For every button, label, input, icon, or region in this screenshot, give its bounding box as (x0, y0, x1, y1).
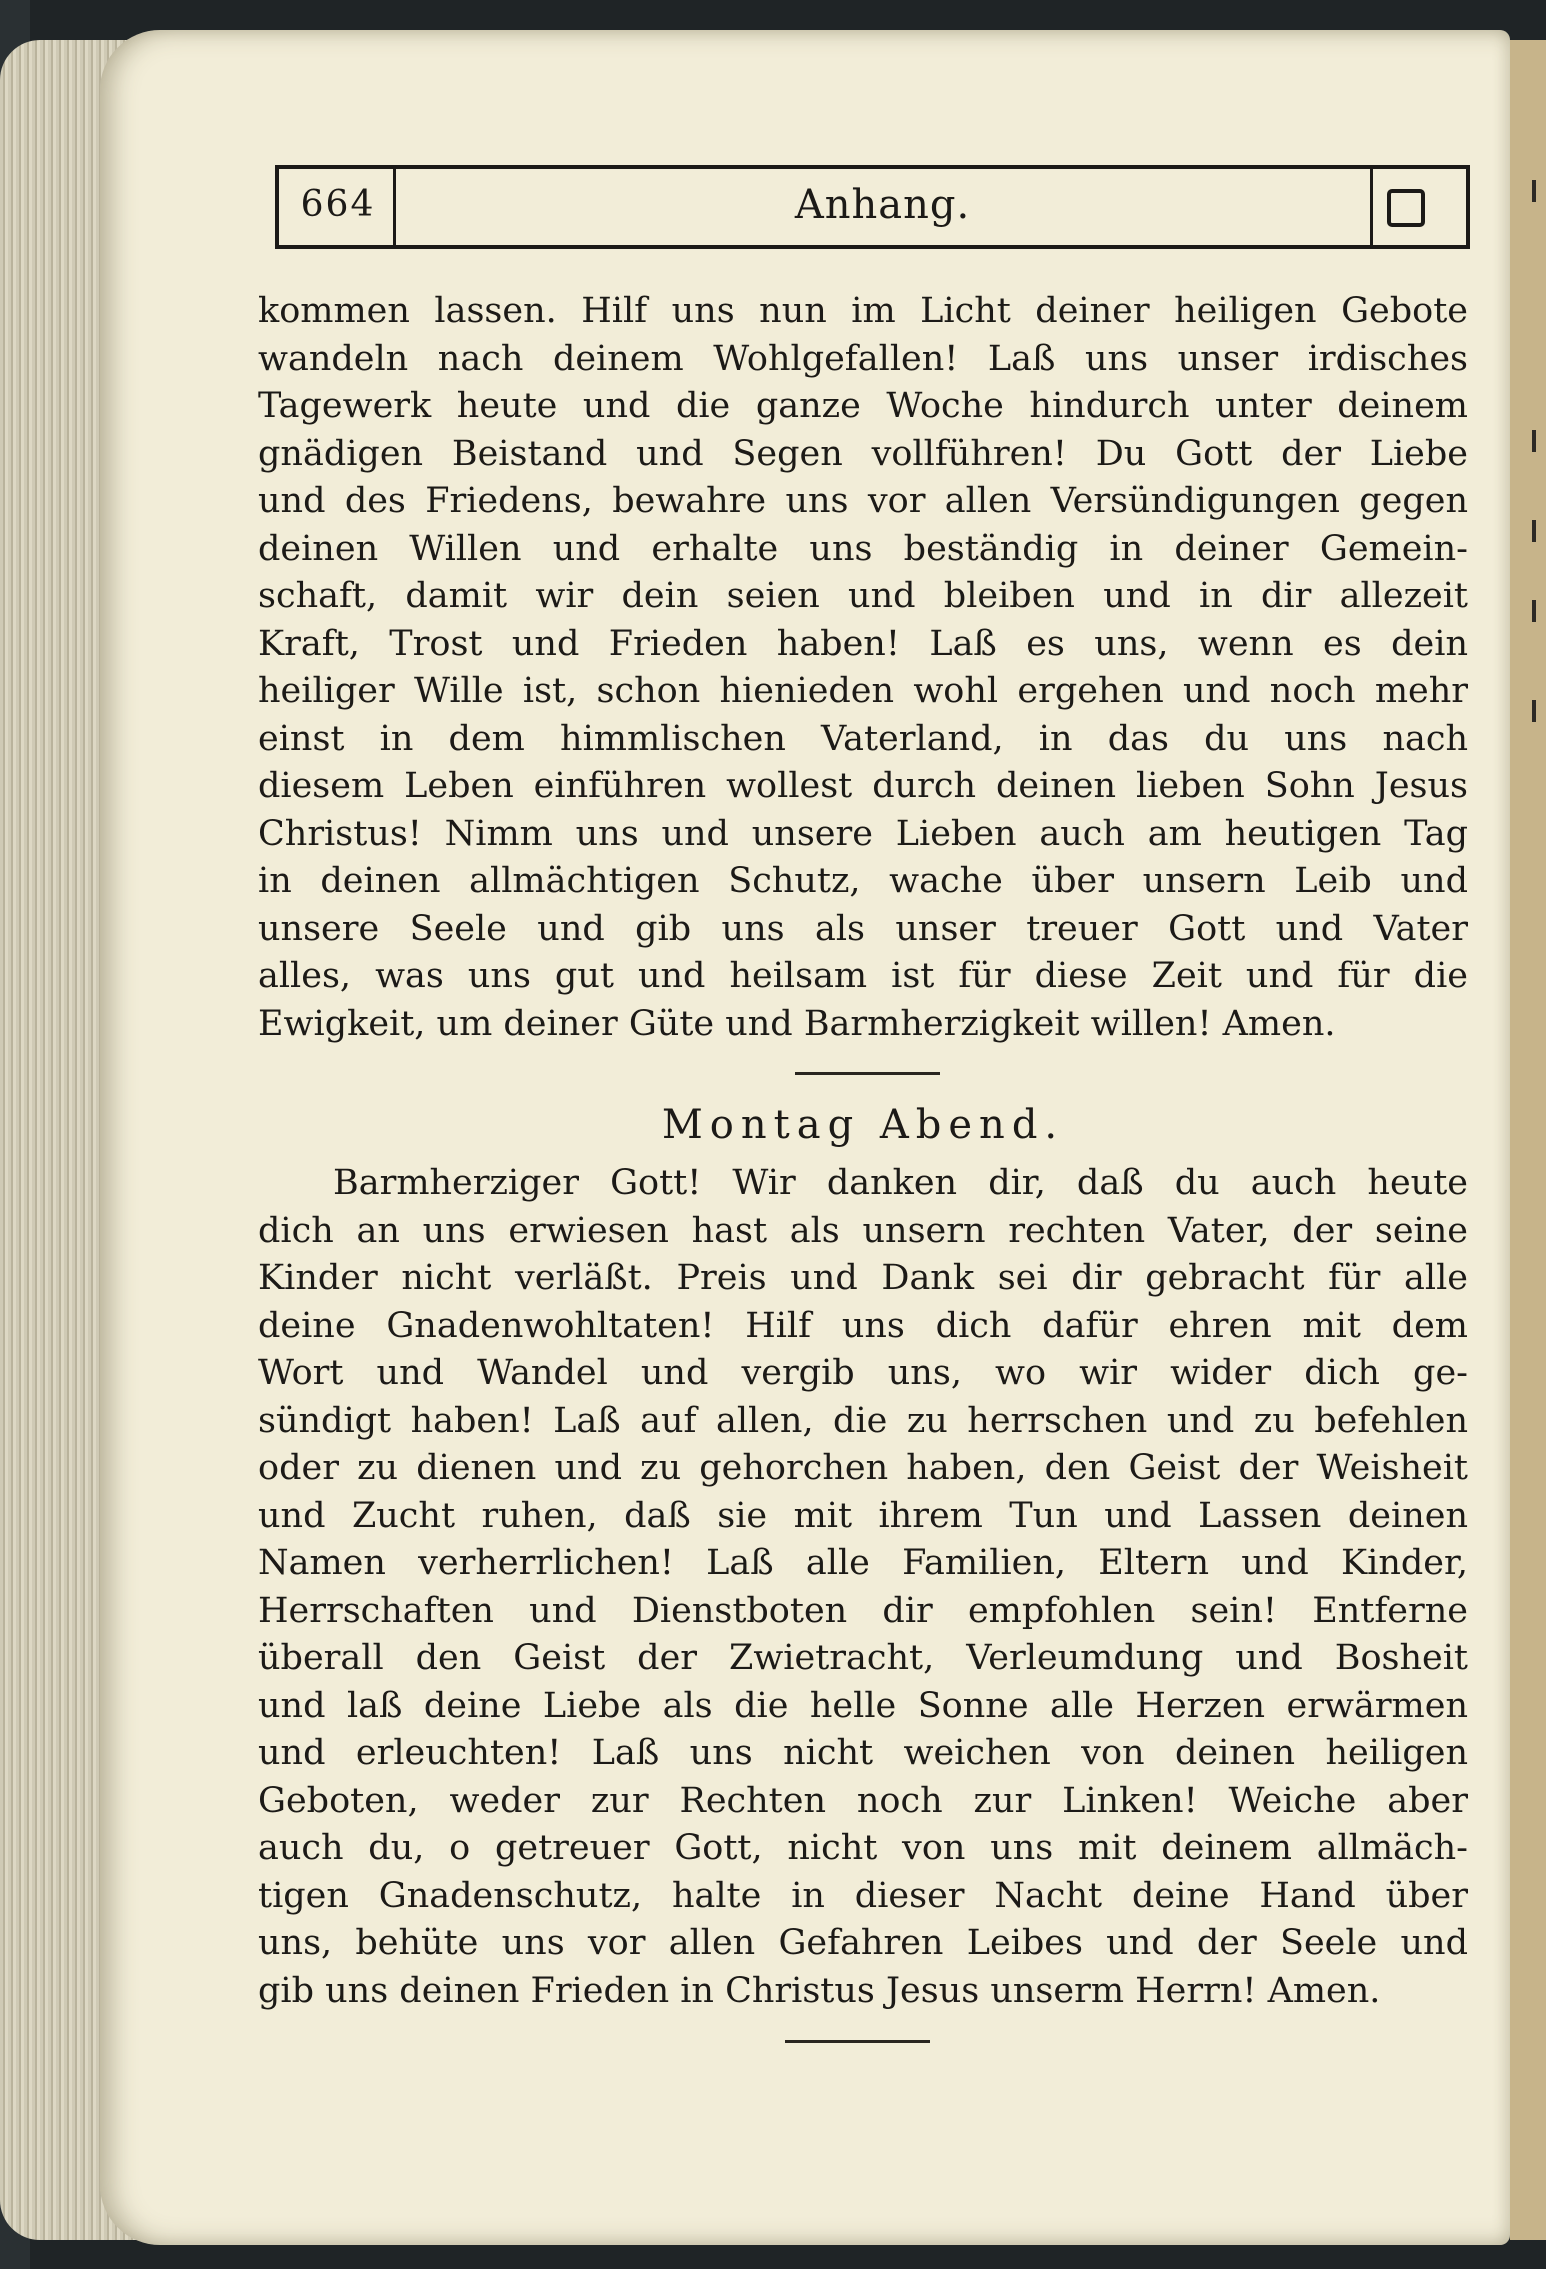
section-divider (795, 1072, 940, 1075)
text-line: diesem Leben einführen wollest durch deinen lieben Sohn Jesus (258, 766, 1468, 806)
text-line: Ewigkeit, um deiner Güte und Barmherzigkeit willen! Amen. (258, 1003, 1336, 1044)
text-line: deine Gnadenwohltaten! Hilf uns dich dafür ehren mit dem (258, 1305, 1468, 1346)
text-line: alles, was uns gut und heilsam ist für diese Zeit und für die (258, 956, 1468, 996)
text-line: Christus! Nimm uns und unsere Lieben auch am heutigen Tag (258, 813, 1468, 854)
next-page-glyph (1532, 430, 1546, 452)
header-right-rule (1466, 165, 1470, 249)
running-header (275, 165, 1470, 251)
text-line: Kinder nicht verläßt. Preis und Dank sei dir gebracht für alle (258, 1258, 1468, 1298)
text-line: und Zucht ruhen, daß sie mit ihrem Tun und Lassen deinen (258, 1495, 1468, 1536)
text-line: deinen Willen und erhalte uns beständig in deiner Gemein- (258, 528, 1468, 569)
text-line: Barmherziger Gott! Wir danken dir, daß du auch heute (333, 1163, 1468, 1203)
header-box-ornament (1387, 189, 1425, 227)
text-line: Tagewerk heute und die ganze Woche hindurch unter deinem (258, 386, 1468, 426)
text-line: und des Friedens, bewahre uns vor allen Versündigungen gegen (258, 481, 1468, 521)
next-page-glyph (1532, 520, 1546, 542)
header-divider-right (1370, 165, 1373, 249)
text-line: einst in dem himmlischen Vaterland, in das du uns nach (258, 718, 1468, 759)
text-line: auch du, o getreuer Gott, nicht von uns mit deinem allmäch- (258, 1828, 1468, 1868)
text-line: kommen lassen. Hilf uns nun im Licht deiner heiligen Gebote (258, 291, 1468, 331)
text-line: Namen verherrlichen! Laß alle Familien, Eltern und Kinder, (258, 1543, 1468, 1583)
section-heading: Montag Abend. (661, 1102, 1065, 1148)
text-line: überall den Geist der Zwietracht, Verleumdung und Bosheit (258, 1638, 1468, 1678)
text-line: unsere Seele und gib uns als unser treuer Gott und Vater (258, 908, 1468, 949)
text-line: Geboten, weder zur Rechten noch zur Linken! Weiche aber (258, 1780, 1468, 1821)
next-page-edge (1510, 40, 1546, 2240)
text-line: heiliger Wille ist, schon hienieden wohl ergehen und noch mehr (258, 671, 1468, 711)
next-page-glyph (1532, 600, 1546, 622)
end-divider (785, 2040, 930, 2043)
text-line: oder zu dienen und zu gehorchen haben, den Geist der Weisheit (258, 1448, 1468, 1488)
text-line: gib uns deinen Frieden in Christus Jesus unserm Herrn! Amen. (258, 1970, 1381, 2011)
page-title: Anhang. (794, 182, 971, 228)
text-line: Kraft, Trost und Frieden haben! Laß es uns, wenn es dein (258, 623, 1468, 664)
next-page-bracket (1532, 180, 1546, 202)
header-left-rule (275, 165, 279, 249)
prayer-paragraph-morning (258, 288, 1468, 1048)
text-line: sündigt haben! Laß auf allen, die zu herrschen und zu befehlen (258, 1400, 1468, 1441)
text-line: in deinen allmächtigen Schutz, wache über unsern Leib und (258, 861, 1468, 901)
text-line: und erleuchten! Laß uns nicht weichen von deinen heiligen (258, 1733, 1468, 1773)
text-line: tigen Gnadenschutz, halte in dieser Nacht deine Hand über (258, 1875, 1468, 1916)
next-page-glyph (1532, 700, 1546, 722)
text-line: dich an uns erwiesen hast als unsern rechten Vater, der seine (258, 1210, 1468, 1251)
text-line: und laß deine Liebe als die helle Sonne alle Herzen erwärmen (258, 1685, 1468, 1726)
header-top-rule (275, 165, 1470, 169)
text-line: schaft, damit wir dein seien und bleiben und in dir allezeit (258, 576, 1468, 616)
text-line: Wort und Wandel und vergib uns, wo wir wider dich ge- (258, 1353, 1468, 1393)
text-line: gnädigen Beistand und Segen vollführen! Du Gott der Liebe (258, 433, 1468, 474)
header-bottom-rule (275, 245, 1470, 249)
text-line: Herrschaften und Dienstboten dir empfohlen sein! Entferne (258, 1590, 1468, 1631)
page-number: 664 (300, 184, 376, 225)
text-line: wandeln nach deinem Wohlgefallen! Laß uns unser irdisches (258, 338, 1468, 379)
text-line: uns, behüte uns vor allen Gefahren Leibes und der Seele und (258, 1923, 1468, 1963)
prayer-paragraph-evening (258, 1160, 1468, 2015)
